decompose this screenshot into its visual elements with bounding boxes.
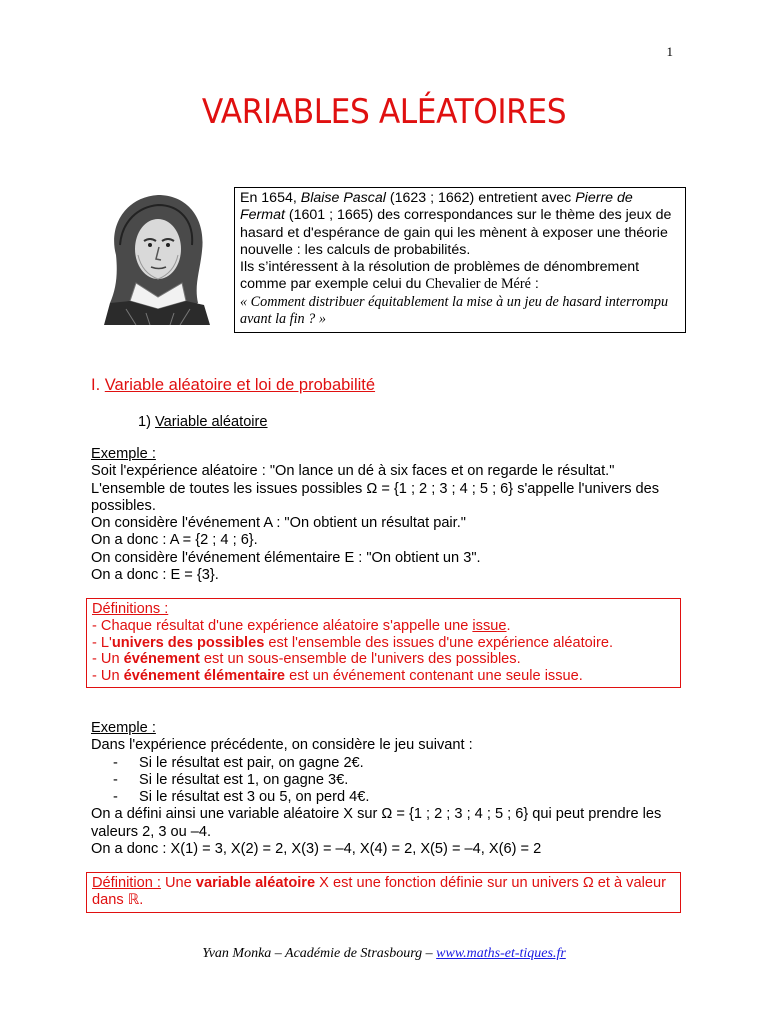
example-line: On considère l'événement élémentaire E : "On obtient un 3". <box>91 549 481 566</box>
definition-label: Définition : <box>92 875 161 891</box>
example-label: Exemple : <box>91 446 156 462</box>
list-item: - Si le résultat est 3 ou 5, on perd 4€. <box>91 789 691 806</box>
intro-text: Ils s’intéressent à la résolution de problèmes de dénombrement comme par exemple celui du <box>240 259 640 293</box>
list-item: - Si le résultat est 1, on gagne 3€. <box>91 772 691 789</box>
intro-quote: « Comment distribuer équitablement la mise à un jeu de hasard interrompu avant la fin ? » <box>240 293 669 328</box>
definition-line: - Un événement élémentaire est un événement contenant une seule issue. <box>92 668 583 685</box>
footer <box>0 946 768 962</box>
example-line: On a donc : X(1) = 3, X(2) = 2, X(3) = –4, X(4) = 2, X(5) = –4, X(6) = 2 <box>91 841 542 858</box>
definitions-label: Définitions : <box>92 601 169 617</box>
list-item: - Si le résultat est pair, on gagne 2€. <box>91 755 691 772</box>
mere-name: Chevalier de Méré <box>425 276 531 293</box>
definition-line: - L'univers des possibles est l'ensemble des issues d'une expérience aléatoire. <box>92 634 614 651</box>
intro-text: : <box>530 276 539 293</box>
footer-text: Yvan Monka – Académie de Strasbourg – <box>202 946 437 961</box>
portrait-image <box>86 185 226 325</box>
example-line: On a donc : A = {2 ; 4 ; 6}. <box>91 532 258 549</box>
section-number: I. <box>91 376 105 394</box>
definition-line: - Chaque résultat d'une expérience aléatoire s'appelle une issue. <box>92 617 511 634</box>
subsection-heading <box>138 414 268 430</box>
example-line: On a donc : E = {3}. <box>91 567 219 584</box>
pascal-name: Blaise Pascal <box>300 190 386 206</box>
definitions-box <box>86 598 681 688</box>
definition-box: Définition : Une variable aléatoire X est une fonction définie sur un univers Ω et à valeur dans ℝ. <box>86 872 681 913</box>
game-rules-list <box>91 755 691 807</box>
subsection-number: 1) <box>138 414 156 430</box>
page-title: VARIABLES ALÉATOIRES <box>201 92 567 132</box>
definition-line: - Un événement est un sous-ensemble de l'univers des possibles. <box>92 651 521 668</box>
example-1 <box>91 446 691 584</box>
example-2 <box>91 720 691 858</box>
example-line: On considère l'événement A : "On obtient un résultat pair." <box>91 515 466 532</box>
example-line: On a défini ainsi une variable aléatoire X sur Ω = {1 ; 2 ; 3 ; 4 ; 5 ; 6} qui peut prendre les valeurs 2, 3 ou –4. <box>91 806 662 840</box>
intro-text: En 1654, <box>240 190 301 206</box>
example-label: Exemple : <box>91 720 156 736</box>
example-line: Dans l'expérience précédente, on considère le jeu suivant : <box>91 737 473 754</box>
intro-box <box>234 187 686 333</box>
intro-text: (1623 ; 1662) entretient avec <box>385 190 576 206</box>
example-line: Soit l'expérience aléatoire : "On lance un dé à six faces et on regarde le résultat." <box>91 463 615 480</box>
page-number: 1 <box>666 44 673 59</box>
subsection-title: Variable aléatoire <box>155 414 268 430</box>
section-title: Variable aléatoire et loi de probabilité <box>104 376 376 394</box>
section-heading <box>91 376 375 395</box>
example-line: L'ensemble de toutes les issues possibles Ω = {1 ; 2 ; 3 ; 4 ; 5 ; 6} s'appelle l'univers des possibles. <box>91 480 660 514</box>
footer-link[interactable]: www.maths-et-tiques.fr <box>436 946 566 961</box>
fermat-name: Pierre de Fermat <box>240 190 633 224</box>
intro-text: (1601 ; 1665) des correspondances sur le thème des jeux de hasard et d'espérance de gain qui les mènent à exposer une théorie nouvelle : les calculs de probabilités. <box>240 207 672 258</box>
